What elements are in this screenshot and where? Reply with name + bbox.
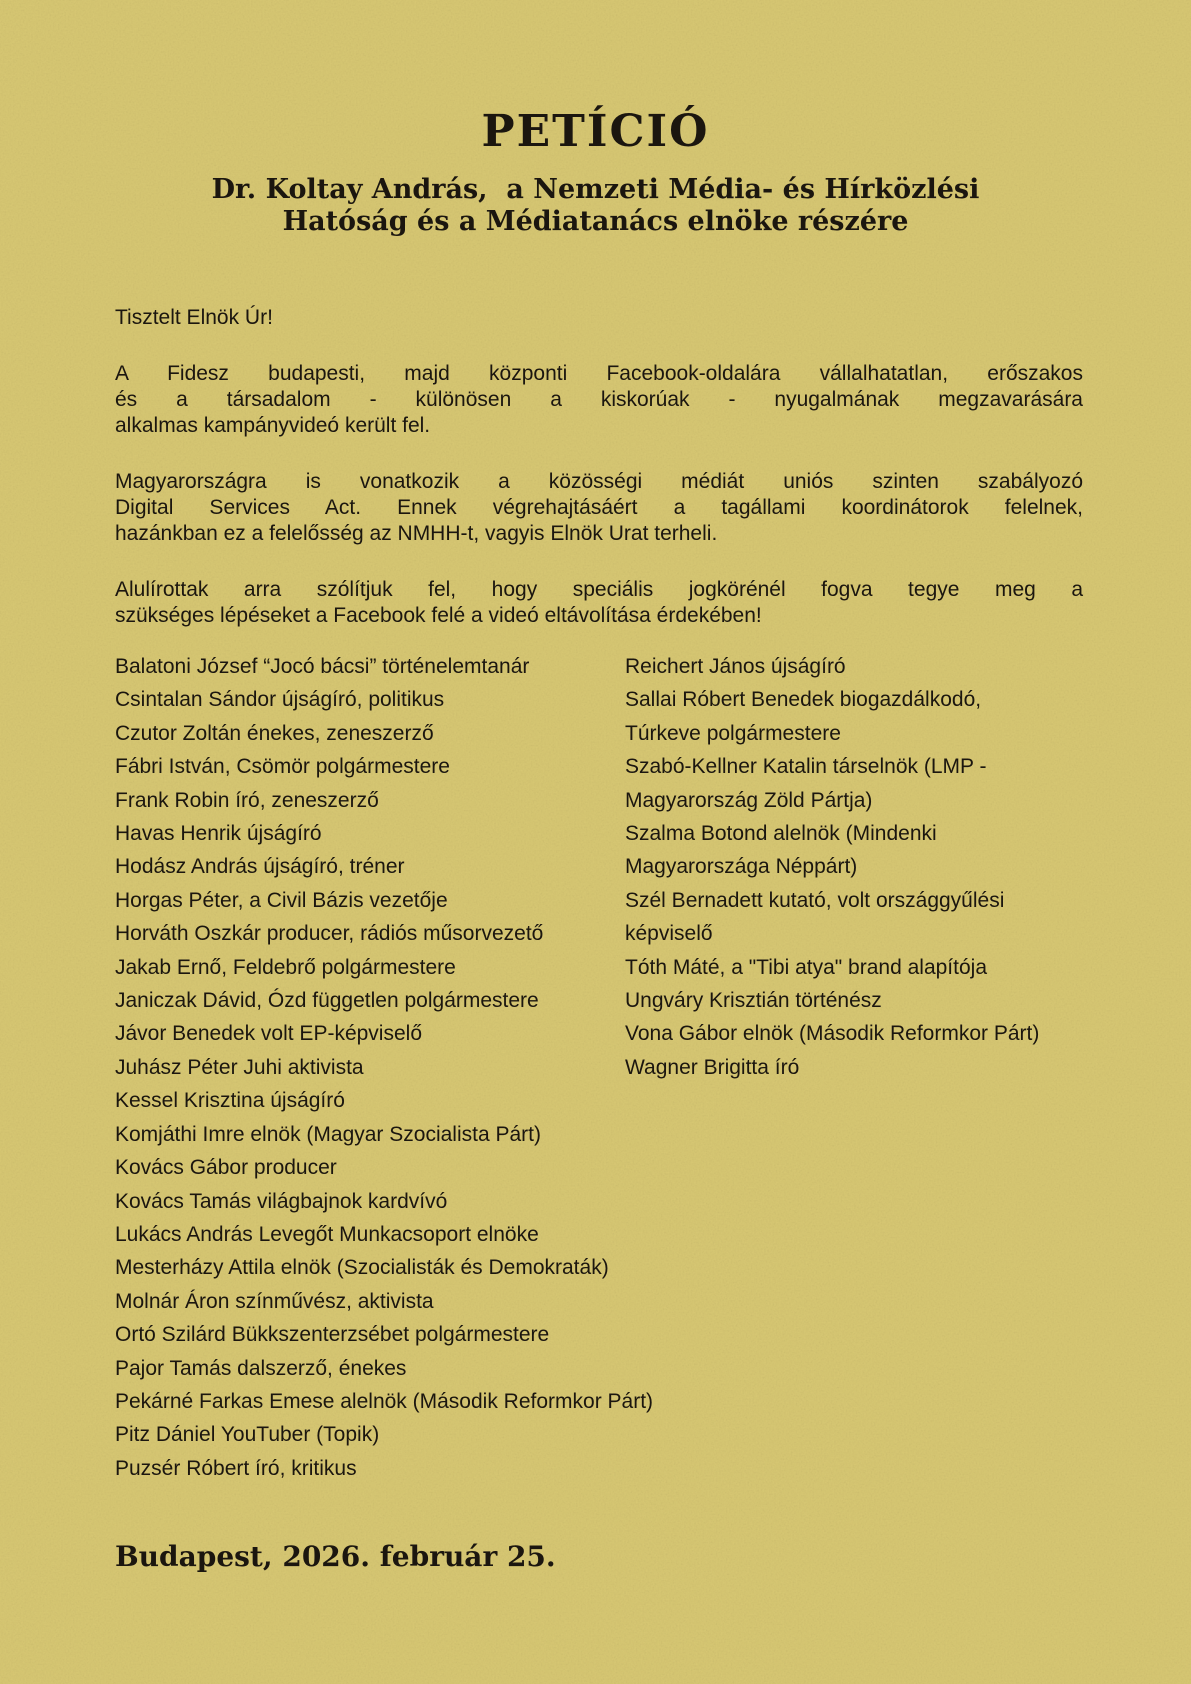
dateline: Budapest, 2026. február 25. — [115, 1540, 556, 1573]
signatory-line: Pekárné Farkas Emese alelnök (Második Reformkor Párt) — [115, 1389, 654, 1413]
signatory-line: Frank Robin író, zeneszerző — [115, 788, 379, 812]
signatory-line: Csintalan Sándor újságíró, politikus — [115, 688, 445, 712]
signatory-line: Kessel Krisztina újságíró — [115, 1089, 345, 1113]
signatory-line: Fábri István, Csömör polgármestere — [115, 755, 450, 779]
signatory-line: Molnár Áron színművész, aktivista — [115, 1289, 434, 1313]
signatory-line: Szalma Botond alelnök (Mindenki — [625, 822, 937, 846]
paragraph — [115, 361, 1083, 439]
signatory-line: Jávor Benedek volt EP-képviselő — [115, 1022, 422, 1046]
salutation: Tisztelt Elnök Úr! — [115, 306, 273, 329]
signatory-line: Ungváry Krisztián történész — [625, 989, 882, 1013]
signatory-line: Komjáthi Imre elnök (Magyar Szocialista Párt) — [115, 1122, 541, 1146]
signatory-line: Kovács Tamás világbajnok kardvívó — [115, 1189, 448, 1213]
signatory-line: Horváth Oszkár producer, rádiós műsorvezető — [115, 922, 544, 946]
letter-header — [0, 108, 1191, 238]
paragraph-line: A Fidesz budapesti, majd központi Facebook-oldalára vállalhatatlan, erőszakos — [115, 362, 1083, 385]
paragraph-line: és a társadalom - különösen a kiskorúak - nyugalmának megzavarására — [115, 388, 1083, 411]
letter-body — [115, 305, 1083, 659]
signatory-line: Szél Bernadett kutató, volt országgyűlési — [625, 888, 1005, 912]
signatory-line: Mesterházy Attila elnök (Szocialisták és Demokraták) — [115, 1256, 609, 1280]
paragraph-line: Digital Services Act. Ennek végrehajtásáért a tagállami koordinátorok felelnek, — [115, 496, 1083, 519]
signatory-line: Tóth Máté, a "Tibi atya" brand alapítója — [625, 955, 987, 979]
recipient-block — [0, 174, 1191, 238]
signatory-line: Kovács Gábor producer — [115, 1156, 337, 1180]
signatory-line: Juhász Péter Juhi aktivista — [115, 1055, 364, 1079]
signatory-line: Balatoni József “Jocó bácsi” történelemtanár — [115, 655, 530, 678]
signatory-line: képviselő — [625, 922, 713, 946]
paragraph — [115, 469, 1083, 547]
signatory-line: Wagner Brigitta író — [625, 1055, 800, 1079]
petition-title: PETÍCIÓ — [481, 106, 710, 157]
recipient-line-2: Hatóság és a Médiatanács elnöke részére — [282, 206, 909, 237]
signatory-line: Jakab Ernő, Feldebrő polgármestere — [115, 955, 456, 979]
paragraphs — [115, 361, 1083, 629]
signatory-line: Horgas Péter, a Civil Bázis vezetője — [115, 888, 448, 912]
paragraph-line: Alulírottak arra szólítjuk fel, hogy speciális jogkörénél fogva tegye meg a — [115, 578, 1083, 601]
signatory-line: Sallai Róbert Benedek biogazdálkodó, — [625, 688, 982, 712]
signatory-line: Hodász András újságíró, tréner — [115, 855, 405, 879]
signatory-line: Magyarországa Néppárt) — [625, 855, 858, 879]
signatory-line: Szabó-Kellner Katalin társelnök (LMP - — [625, 755, 987, 779]
paragraph-line: alkalmas kampányvideó került fel. — [115, 414, 431, 437]
signatory-line: Janiczak Dávid, Ózd független polgármestere — [115, 989, 539, 1013]
paragraph-line: szükséges lépéseket a Facebook felé a videó eltávolítása érdekében! — [115, 604, 762, 627]
signatories-right — [625, 650, 1039, 1084]
signatory-line: Ortó Szilárd Bükkszenterzsébet polgármestere — [115, 1323, 550, 1347]
signatory-line: Lukács András Levegőt Munkacsoport elnöke — [115, 1222, 539, 1246]
signatory-line: Reichert János újságíró — [625, 655, 846, 678]
signatory-line: Vona Gábor elnök (Második Reformkor Párt) — [625, 1022, 1040, 1046]
paragraph-line: hazánkban ez a felelősség az NMHH-t, vagyis Elnök Urat terheli. — [115, 522, 718, 545]
signatory-line: Havas Henrik újságíró — [115, 822, 322, 846]
recipient-line-1: Dr. Koltay András, a Nemzeti Média- és Hírközlési — [211, 174, 980, 205]
signatory-line: Pajor Tamás dalszerző, énekes — [115, 1356, 407, 1380]
signatory-line: Czutor Zoltán énekes, zeneszerző — [115, 721, 434, 745]
signatory-line: Túrkeve polgármestere — [625, 721, 841, 745]
signatory-line: Puzsér Róbert író, kritikus — [115, 1456, 357, 1480]
signatory-line: Pitz Dániel YouTuber (Topik) — [115, 1423, 380, 1447]
paragraph — [115, 577, 1083, 629]
paragraph-line: Magyarországra is vonatkozik a közösségi médiát uniós szinten szabályozó — [115, 470, 1083, 493]
signatory-line: Magyarország Zöld Pártja) — [625, 788, 873, 812]
signatories-left — [115, 650, 653, 1485]
